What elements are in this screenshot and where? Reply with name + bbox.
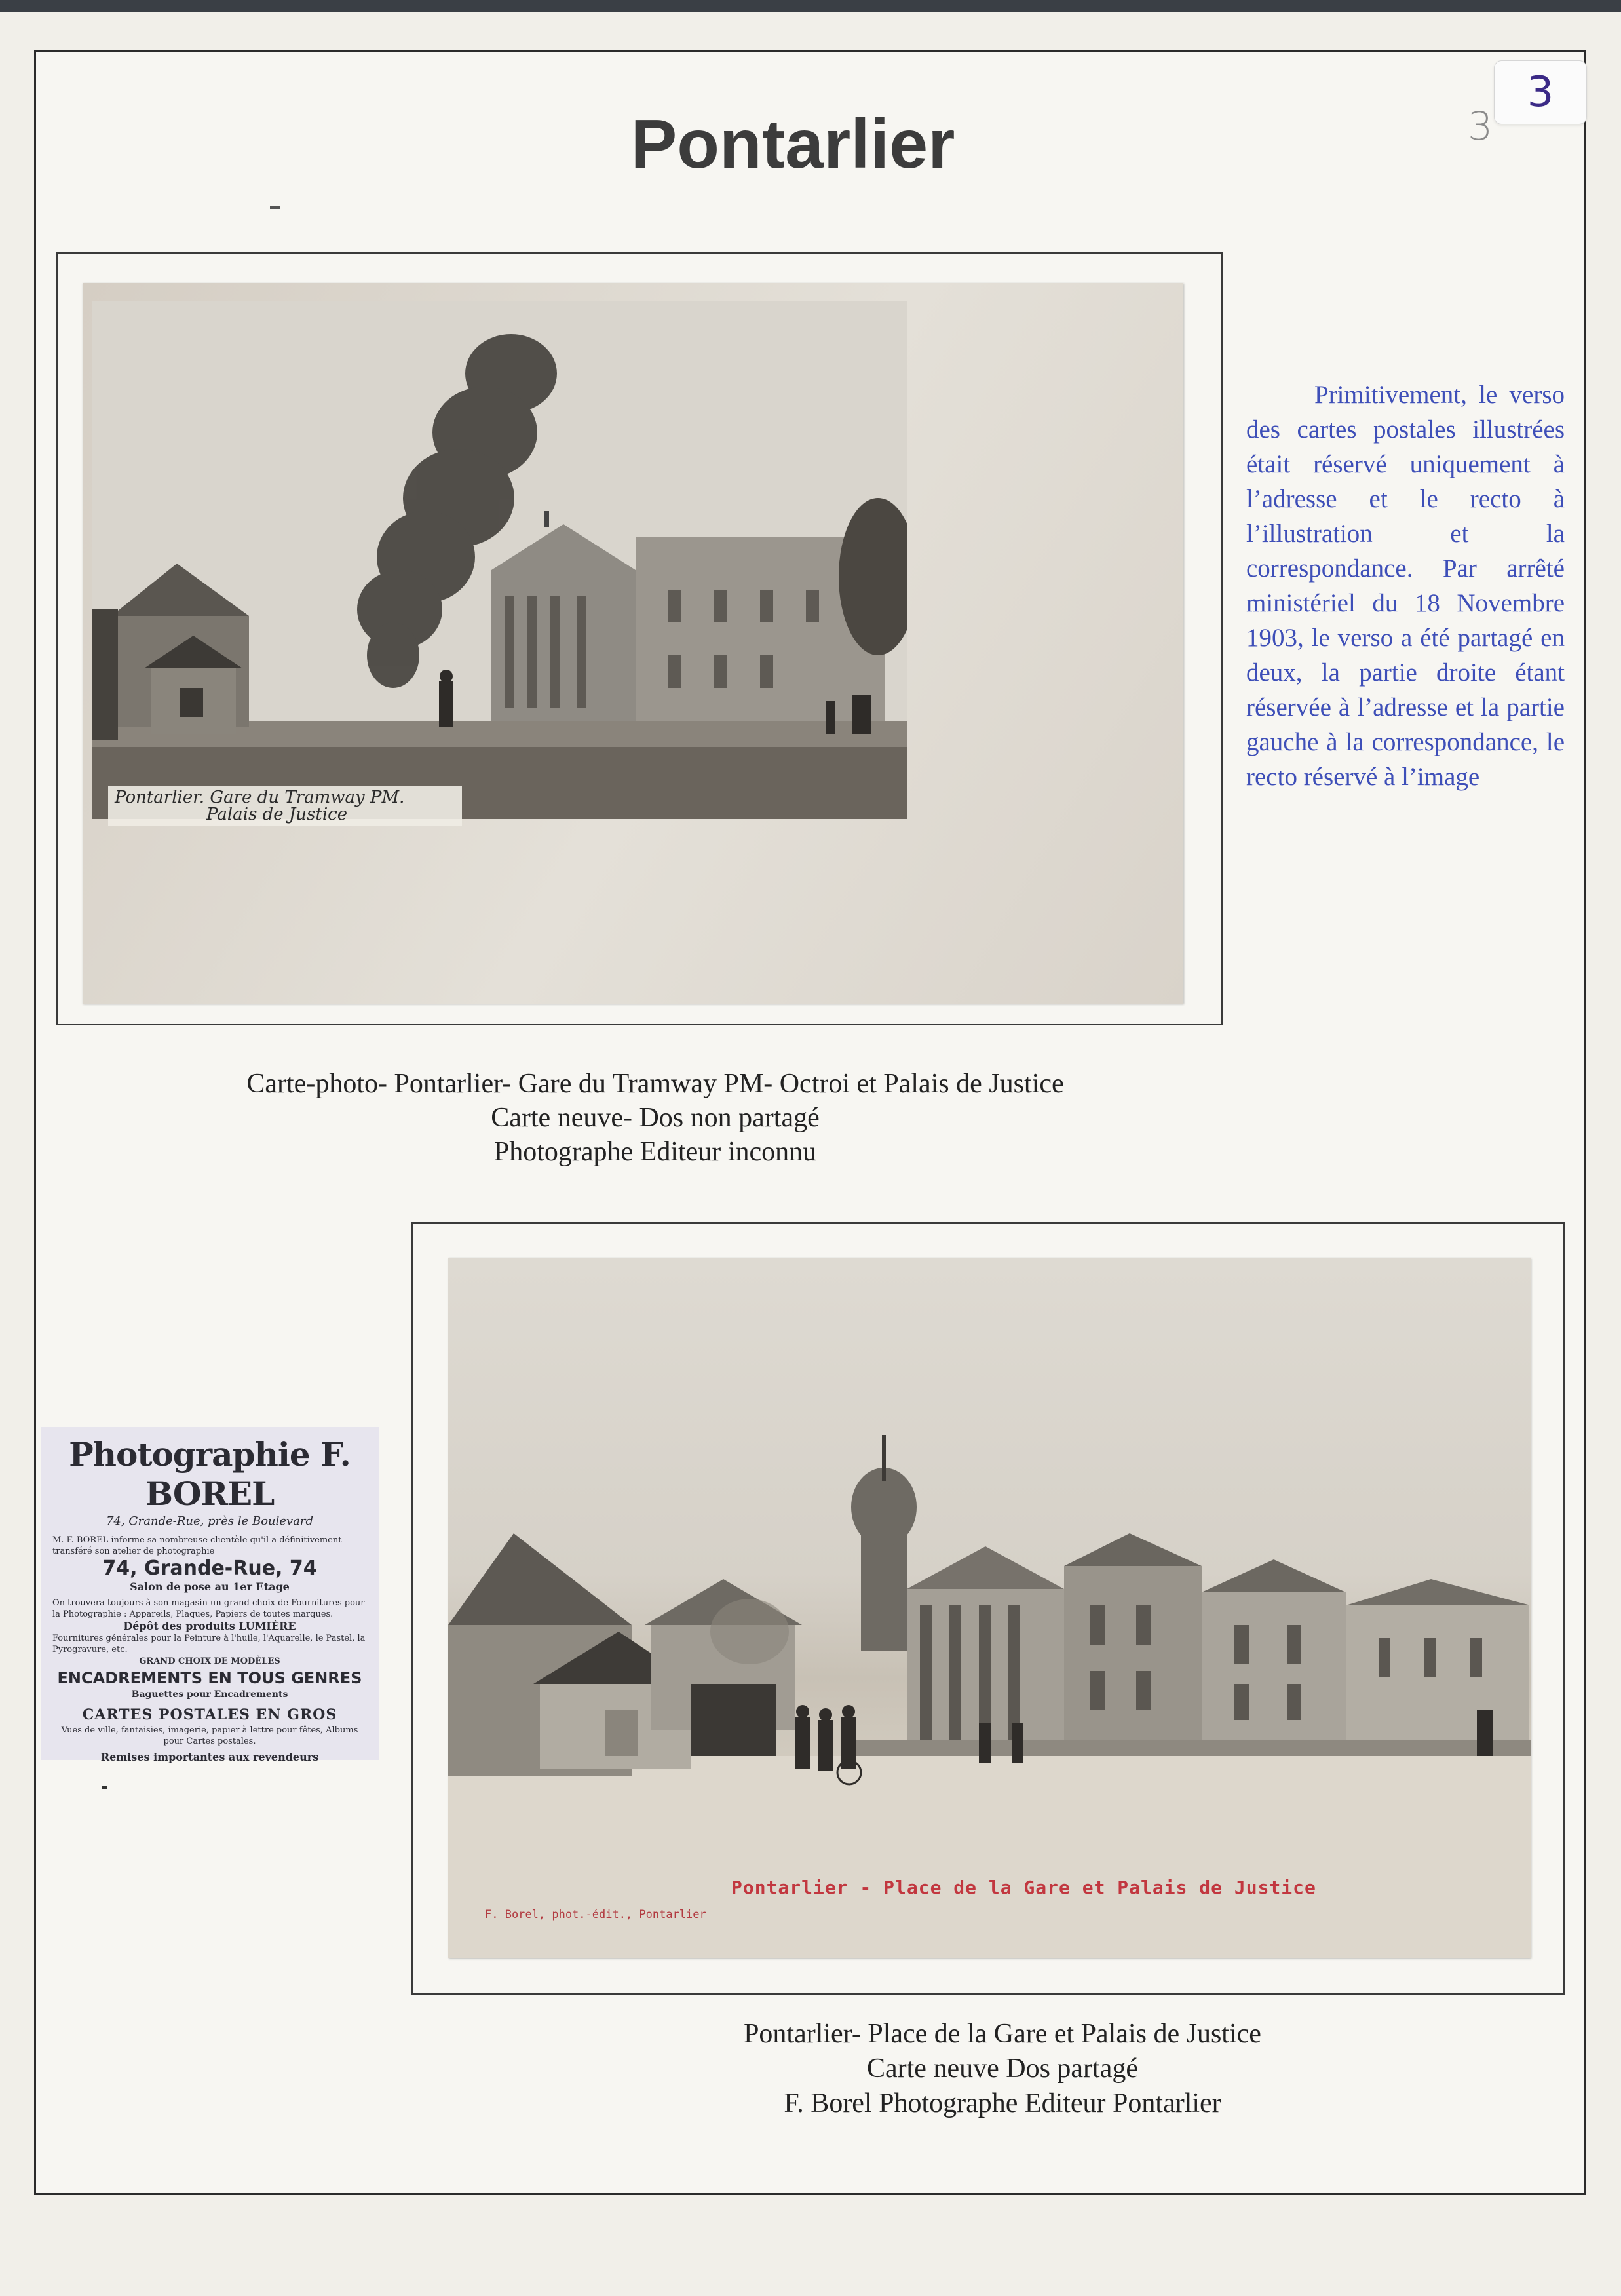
advert-address: 74, Grande-Rue, 74 xyxy=(102,1557,317,1580)
advert-intro: M. F. BOREL informe sa nombreuse clientèle qu'il a définitivement transféré son atelier de photographie xyxy=(52,1535,342,1556)
advert-postcards: CARTES POSTALES EN GROS xyxy=(82,1706,337,1723)
card1-caption xyxy=(164,1067,1147,1169)
borel-advert-clipping xyxy=(41,1427,379,1763)
advert-lumiere: Dépôt des produits LUMIÈRE xyxy=(123,1620,296,1632)
side-note-text: Primitivement, le verso des cartes postales illustrées était réservé uniquement à l’adresse et le recto à l’illustration et la correspondance. Par arrêté ministériel du 18 Novembre 1903, le verso a été partagé en deux, la partie droite étant réservée à l’adresse et la partie gauche à la correspondance, le recto réservé à l’image xyxy=(1246,381,1565,791)
card1-caption-line-1: Carte-photo- Pontarlier- Gare du Tramway PM- Octroi et Palais de Justice xyxy=(246,1069,1064,1099)
postcard-1-scene xyxy=(92,301,907,819)
handwritten-line-1: Pontarlier. Gare du Tramway PM. xyxy=(115,788,405,807)
card1-caption-line-3: Photographe Editeur inconnu xyxy=(493,1137,817,1167)
advert-supplies: On trouvera toujours à son magasin un grand choix de Fournitures pour la Photographie : Appareils, Plaques, Papiers de toutes marques. xyxy=(52,1598,365,1619)
advert-mouldings: Baguettes pour Encadrements xyxy=(131,1689,288,1700)
advert-views: Vues de ville, fantaisies, imagerie, papier à lettre pour fêtes, Albums pour Cartes postales. xyxy=(61,1725,358,1746)
advert-subtitle: 74, Grande-Rue, près le Boulevard xyxy=(105,1514,314,1528)
pencil-mark xyxy=(270,206,280,209)
top-edge-bar xyxy=(0,0,1621,12)
postcard-2-printed-title: Pontarlier - Place de la Gare et Palais de Justice xyxy=(731,1877,1316,1898)
advert-salon: Salon de pose au 1er Etage xyxy=(130,1580,290,1593)
card2-caption-line-3: F. Borel Photographe Editeur Pontarlier xyxy=(784,2088,1221,2118)
handwritten-line-2: Palais de Justice xyxy=(206,805,348,824)
card2-caption-line-2: Carte neuve Dos partagé xyxy=(867,2054,1138,2084)
advert-title: Photographie F. BOREL xyxy=(69,1435,351,1513)
advert-models: GRAND CHOIX DE MODÈLES xyxy=(139,1656,280,1666)
postcard-2-printed-editor: F. Borel, phot.-édit., Pontarlier xyxy=(485,1908,706,1921)
advert-discounts: Remises importantes aux revendeurs xyxy=(100,1751,319,1763)
advert-frames: ENCADREMENTS EN TOUS GENRES xyxy=(57,1669,362,1687)
postcard-1-handwritten-caption xyxy=(108,786,462,826)
card2-caption xyxy=(609,2017,1396,2121)
card1-caption-line-2: Carte neuve- Dos non partagé xyxy=(491,1103,820,1133)
postcard-2 xyxy=(448,1258,1531,1958)
advert-painting: Fournitures générales pour la Peinture à l'huile, l'Aquarelle, le Pastel, la Pyrogravure, etc. xyxy=(52,1634,366,1655)
postcard-2-scene xyxy=(448,1258,1531,1958)
pencil-mark-small xyxy=(102,1786,107,1789)
page-title: Pontarlier xyxy=(630,105,955,183)
postcard-1-photo xyxy=(92,301,907,819)
page-number-label: 3 xyxy=(1494,60,1587,124)
card2-caption-line-1: Pontarlier- Place de la Gare et Palais de Justice xyxy=(744,2019,1261,2049)
pencil-page-number: 3 xyxy=(1468,104,1493,149)
